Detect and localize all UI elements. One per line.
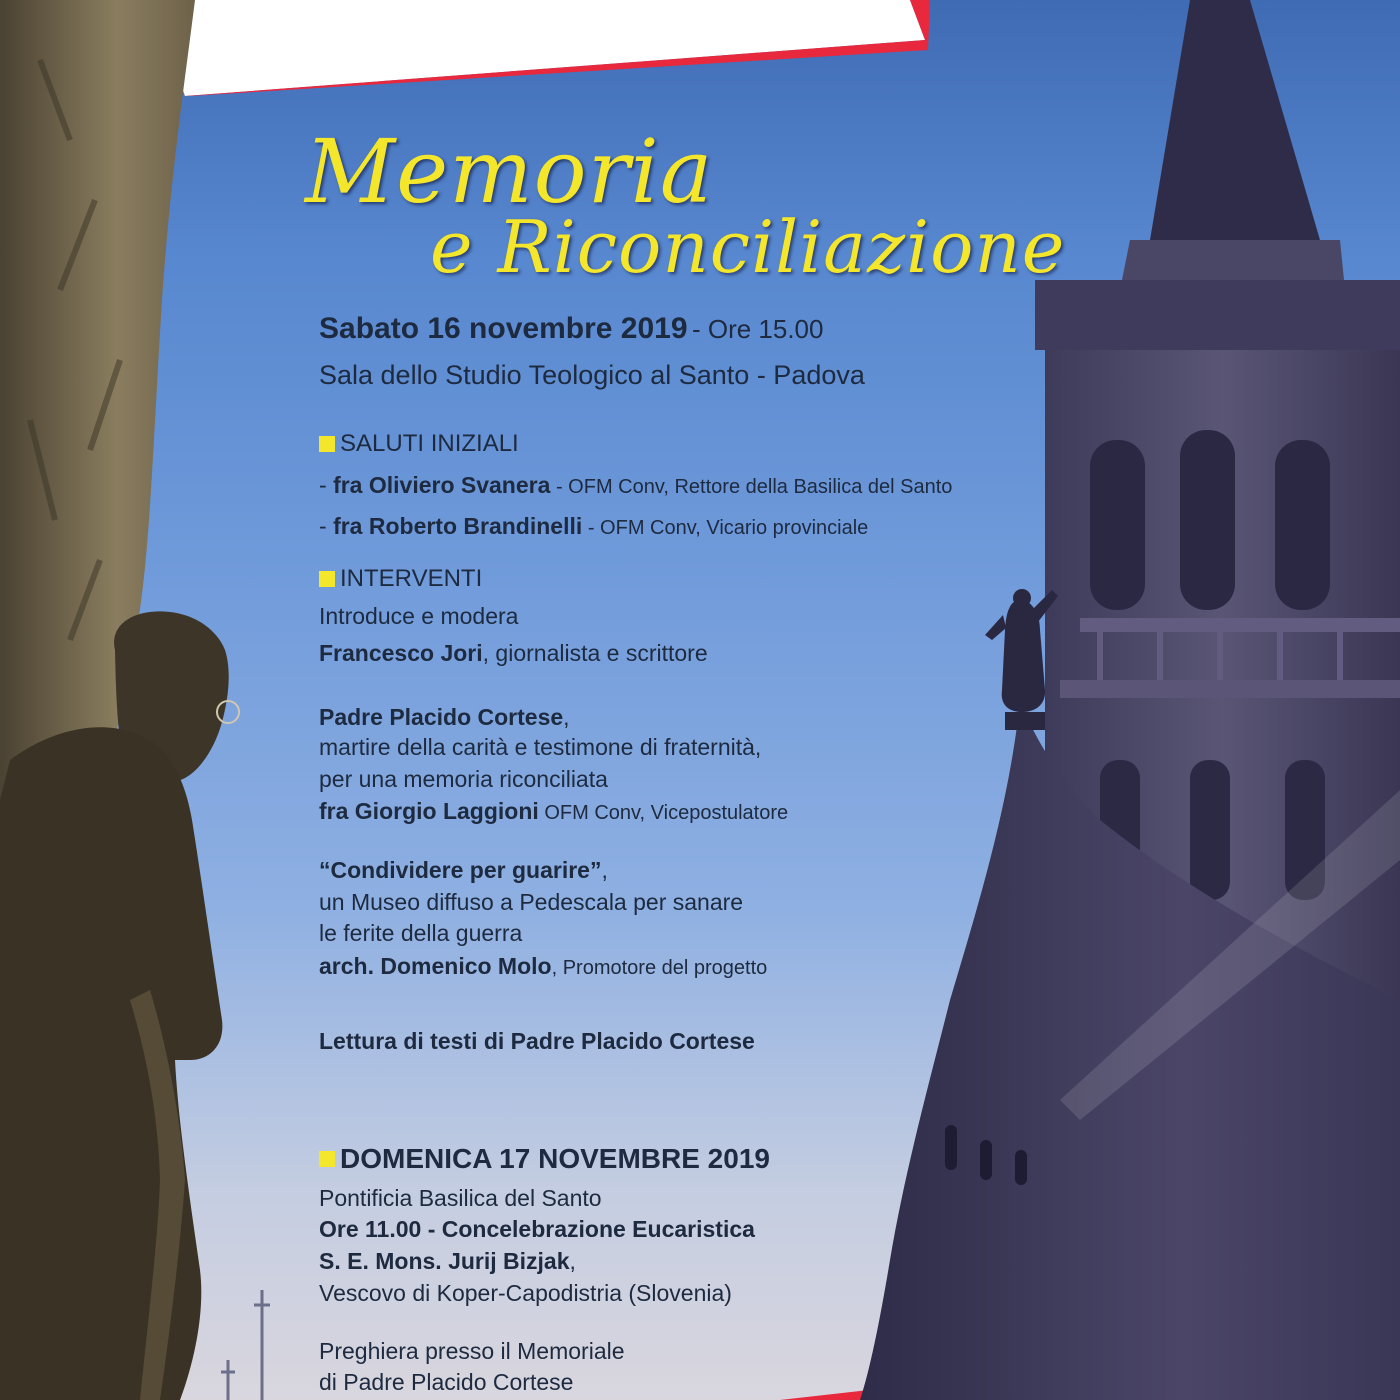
top-banner-white (150, 0, 925, 96)
poster-title-line-1: Memoria (305, 120, 714, 223)
moderator-line: Francesco Jori, giornalista e scrittore (319, 640, 708, 666)
event-date-line (319, 312, 823, 346)
domenica-heading: DOMENICA 17 NOVEMBRE 2019 (319, 1143, 770, 1175)
yellow-square-icon (319, 1151, 335, 1167)
talk1-speaker: fra Giorgio Laggioni OFM Conv, Vicepostulatore (319, 798, 789, 824)
talk2-line3: le ferite della guerra (319, 920, 523, 946)
saluti-heading: SALUTI INIZIALI (319, 430, 519, 458)
talk2-speaker: arch. Domenico Molo, Promotore del progetto (319, 953, 768, 979)
prayer-line-2: di Padre Placido Cortese (319, 1369, 574, 1395)
event-venue: Sala dello Studio Teologico al Santo - Padova (319, 360, 865, 390)
talk2-line2: un Museo diffuso a Pedescala per sanare (319, 889, 744, 915)
domenica-place: Pontificia Basilica del Santo (319, 1185, 602, 1211)
talk2-title: “Condividere per guarire”, (319, 857, 608, 883)
saluti-speaker-1: - fra Oliviero Svanera - OFM Conv, Rettore della Basilica del Santo (319, 472, 953, 498)
event-date: Sabato 16 novembre 2019 (319, 312, 688, 345)
domenica-mass: Ore 11.00 - Concelebrazione Eucaristica (319, 1216, 755, 1242)
event-time: - Ore 15.00 (691, 314, 824, 344)
domenica-celebrant-role: Vescovo di Koper-Capodistria (Slovenia) (319, 1280, 732, 1306)
interventi-heading: INTERVENTI (319, 565, 482, 593)
yellow-square-icon (319, 571, 335, 587)
talk1-line2: martire della carità e testimone di fraternità, (319, 734, 762, 760)
prayer-line-1: Preghiera presso il Memoriale (319, 1338, 625, 1364)
distant-crosses (221, 1290, 270, 1400)
domenica-celebrant: S. E. Mons. Jurij Bizjak, (319, 1248, 576, 1274)
saluti-speaker-2: - fra Roberto Brandinelli - OFM Conv, Vicario provinciale (319, 513, 869, 539)
reading-line: Lettura di testi di Padre Placido Cortese (319, 1028, 755, 1054)
talk1-title: Padre Placido Cortese, (319, 704, 570, 730)
moderator-intro: Introduce e modera (319, 603, 519, 629)
poster-title-line-2: e Riconciliazione (430, 205, 1066, 289)
yellow-square-icon (319, 436, 335, 452)
talk1-line3: per una memoria riconciliata (319, 766, 608, 792)
